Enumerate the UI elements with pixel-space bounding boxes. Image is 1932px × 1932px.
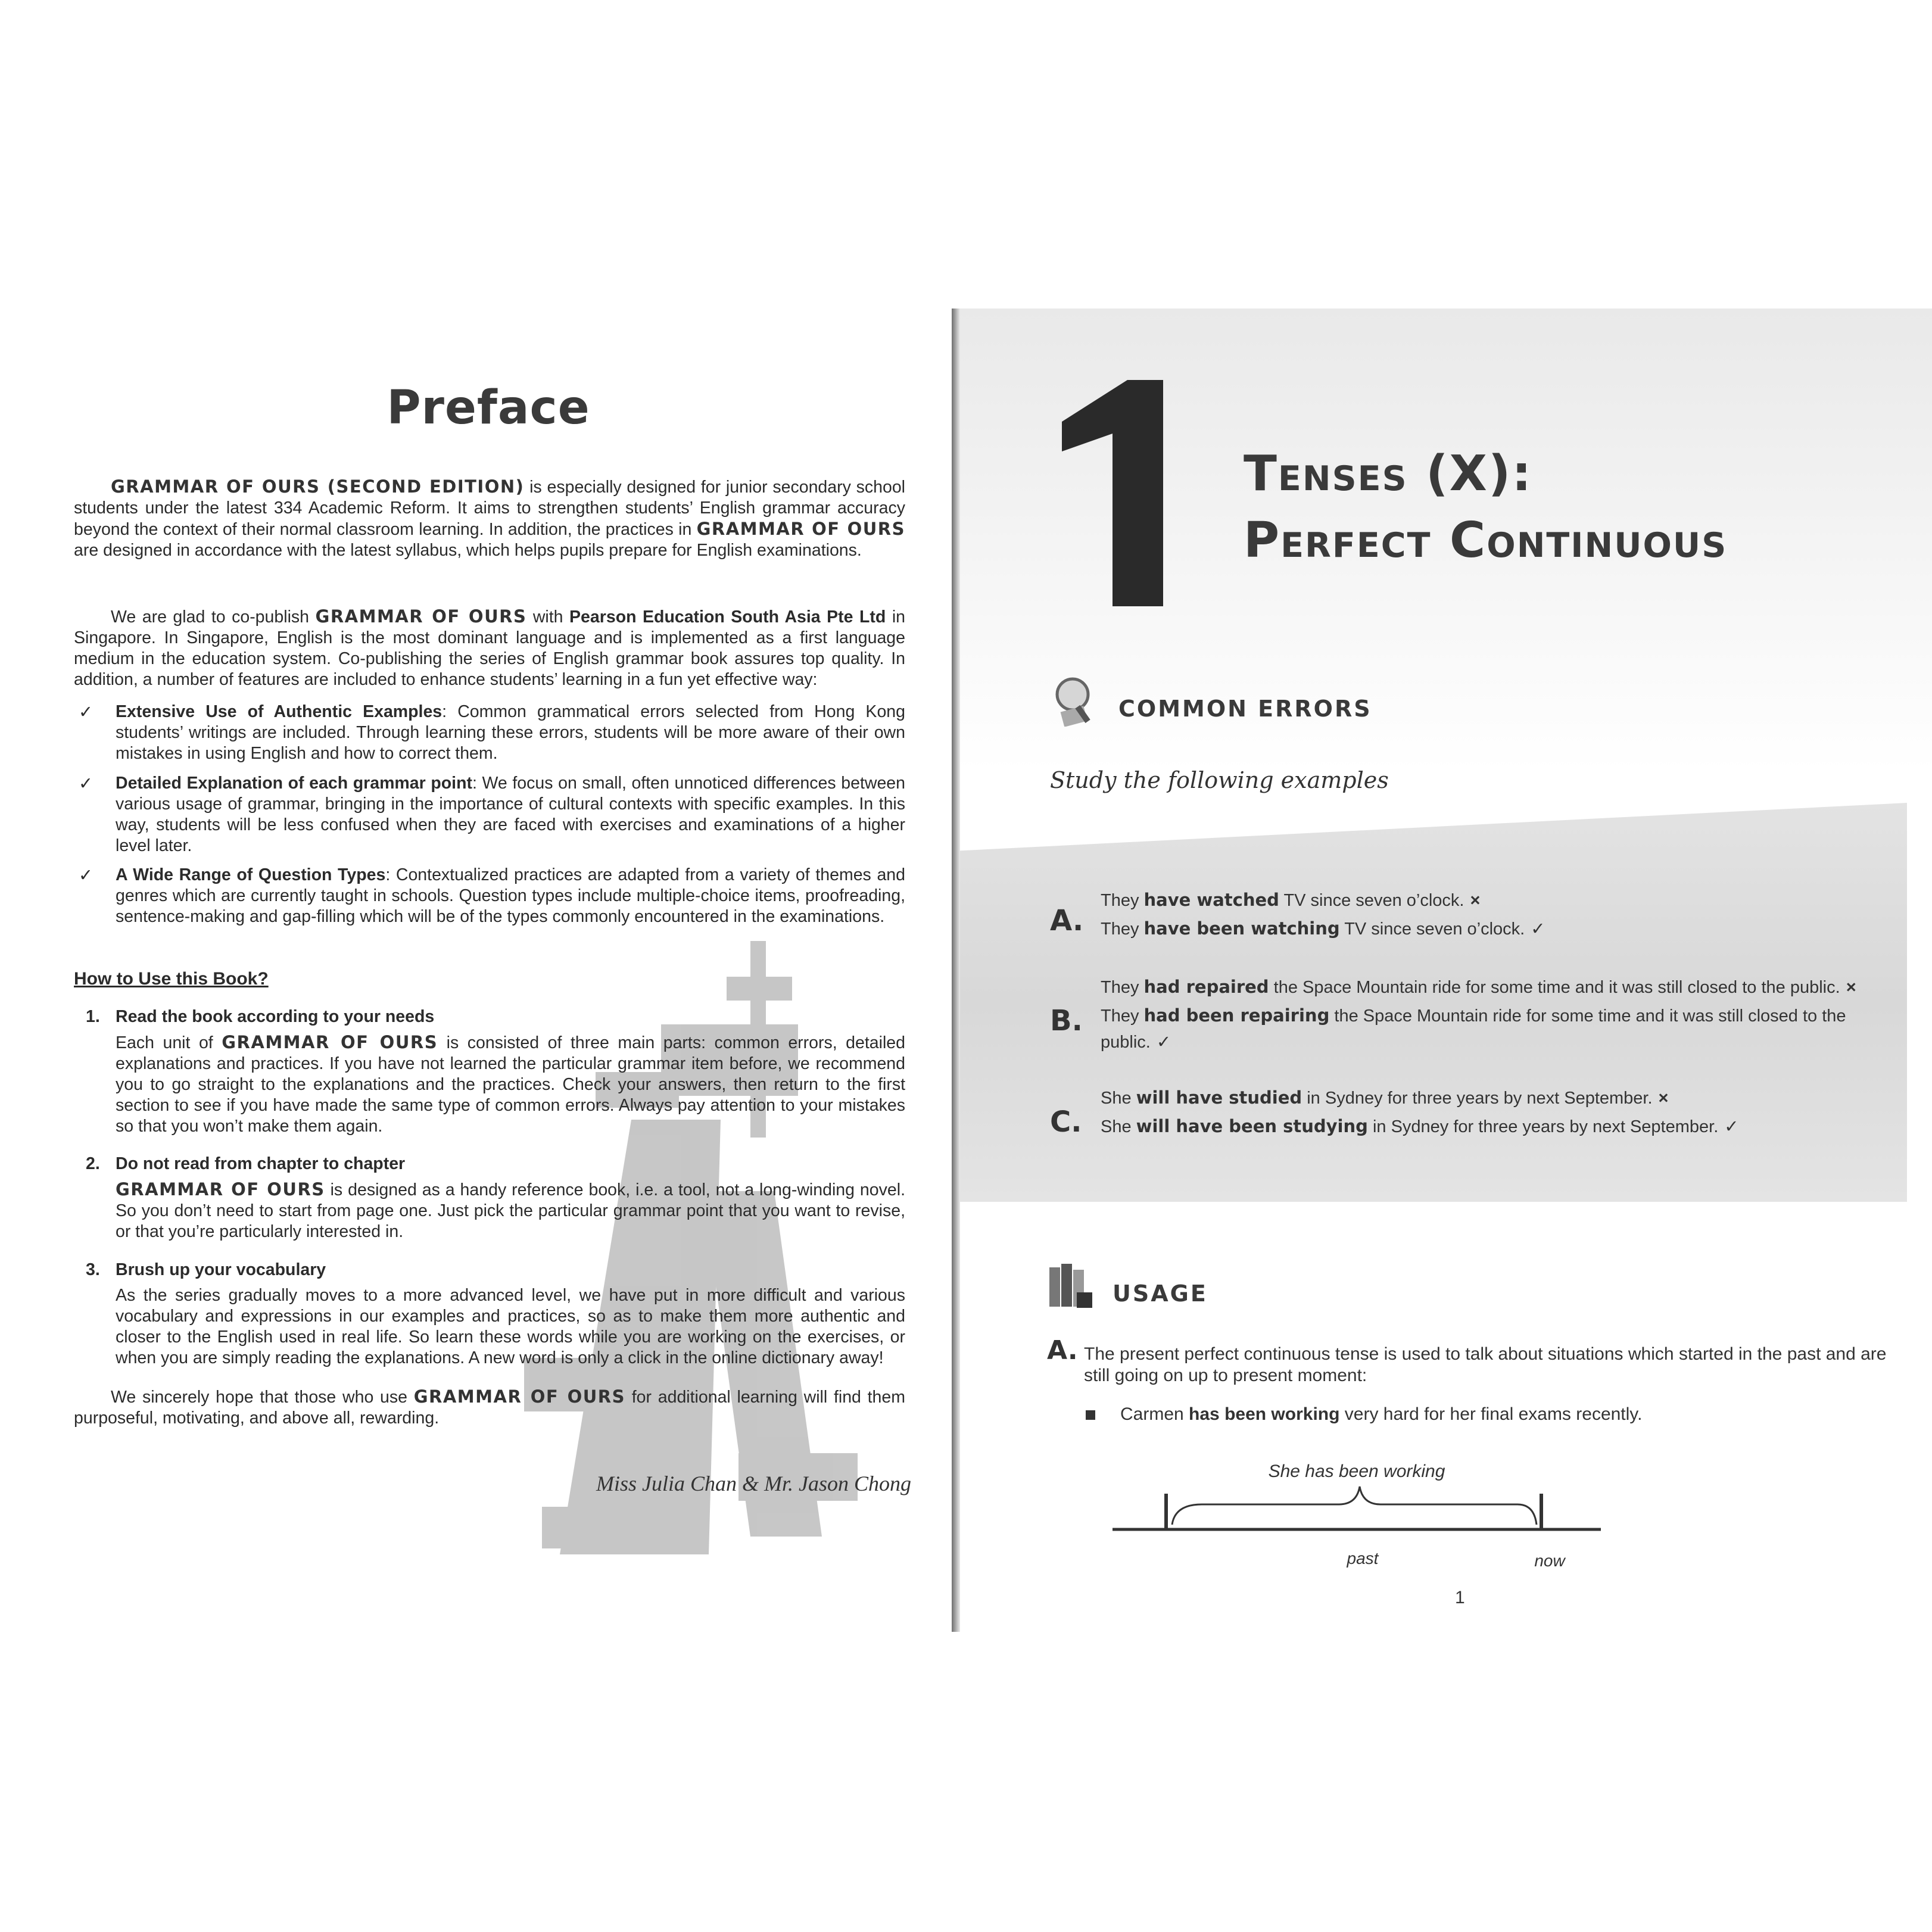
text: have been watching bbox=[1143, 918, 1340, 939]
book-name: GRAMMAR OF OURS bbox=[222, 1032, 438, 1052]
timeline-now-label: now bbox=[1534, 1551, 1565, 1570]
check-icon: ✓ bbox=[1531, 918, 1545, 939]
book-name: GRAMMAR OF OURS bbox=[413, 1386, 626, 1407]
chapter-number-graphic bbox=[1056, 380, 1169, 606]
example-wrong bbox=[1101, 1084, 1668, 1112]
text: in Sydney for three years by next September. bbox=[1367, 1117, 1719, 1136]
preface-title: Preface bbox=[387, 381, 590, 435]
page-number: 1 bbox=[1455, 1588, 1465, 1607]
publisher-name: Pearson Education South Asia Pte Ltd bbox=[569, 607, 886, 627]
feature-title: Extensive Use of Authentic Examples bbox=[116, 702, 443, 721]
preface-paragraph-2 bbox=[74, 606, 905, 690]
step-body bbox=[116, 1032, 905, 1137]
book-name: GRAMMAR OF OURS bbox=[315, 606, 527, 627]
how-to-heading: How to Use this Book? bbox=[74, 969, 269, 989]
check-icon: ✓ bbox=[1724, 1116, 1739, 1136]
example-letter: B. bbox=[1050, 1004, 1083, 1037]
example-letter: C. bbox=[1050, 1105, 1082, 1139]
text: is especially designed for junior secondary school students under the latest 334 Academic Reform. It aims to strengthen students’ English grammar accuracy beyond the context of their normal classroom learning. In addition, the practices in bbox=[74, 478, 906, 539]
preface-closing bbox=[74, 1386, 905, 1429]
timeline-brace bbox=[1172, 1487, 1537, 1525]
usage-heading: USAGE bbox=[1113, 1280, 1208, 1307]
book-name: GRAMMAR OF OURS bbox=[116, 1179, 325, 1199]
text: TV since seven o’clock. bbox=[1279, 891, 1464, 910]
text: is consisted of three main parts: common errors, detailed explanations and practices. If you have not learned the particular grammar item before, we recommend you to go straight to the explanations and the practices. Check your answers, then return to the first section to see if you have made the same type of common errors. Always pay attention to your mistakes so that you won’t make them again. bbox=[116, 1033, 906, 1136]
study-instruction: Study the following examples bbox=[1050, 767, 1389, 793]
text: in Singapore. In Singapore, English is the most dominant language and is implemented as a first language medium in the education system. Co-publishing the series of English grammar book assures top quality. In addition, a number of features are included to enhance students’ learning in a fun yet effective way: bbox=[74, 607, 906, 689]
check-icon: ✓ bbox=[79, 774, 93, 793]
text: has been working bbox=[1189, 1404, 1340, 1424]
step-heading: Do not read from chapter to chapter bbox=[116, 1154, 406, 1173]
book-spine bbox=[952, 309, 960, 1632]
example-correct bbox=[1101, 1113, 1739, 1140]
left-page bbox=[66, 0, 911, 1932]
timeline-diagram bbox=[1113, 1452, 1625, 1571]
text: with bbox=[526, 607, 570, 627]
text: They bbox=[1101, 978, 1144, 997]
example-correct bbox=[1101, 1002, 1846, 1030]
text: the Space Mountain ride for some time and it was still closed to the public. bbox=[1269, 978, 1840, 997]
example-correct bbox=[1101, 915, 1545, 943]
text: will have studied bbox=[1136, 1087, 1302, 1108]
right-page bbox=[952, 309, 1932, 1632]
example-wrong bbox=[1101, 886, 1480, 914]
usage-rule bbox=[1047, 1335, 1899, 1386]
step-item bbox=[74, 1260, 905, 1369]
text: the Space Mountain ride for some time and it was still closed to the bbox=[1329, 1006, 1846, 1026]
common-errors-heading: COMMON ERRORS bbox=[1118, 696, 1372, 722]
preface-paragraph-1 bbox=[74, 476, 905, 561]
feature-title: A Wide Range of Question Types bbox=[116, 865, 386, 884]
book-name: GRAMMAR OF OURS (SECOND EDITION) bbox=[111, 476, 525, 497]
text: TV since seven o’clock. bbox=[1339, 920, 1525, 939]
feature-item bbox=[74, 702, 905, 764]
text: public. bbox=[1101, 1033, 1151, 1052]
text: very hard for her final exams recently. bbox=[1339, 1404, 1643, 1424]
text: Each unit of bbox=[116, 1033, 222, 1052]
text: She bbox=[1101, 1117, 1136, 1136]
chapter-number: 1 bbox=[1133, 600, 1134, 601]
usage-letter: A. bbox=[1047, 1335, 1078, 1366]
cross-icon: × bbox=[1470, 891, 1481, 910]
text: for additional learning will find them purposeful, motivating, and above all, rewarding. bbox=[74, 1388, 905, 1428]
example-correct-continued bbox=[1101, 1028, 1171, 1056]
check-icon: ✓ bbox=[79, 865, 93, 885]
feature-text: : Common grammatical errors selected from Hong Kong students’ writings are included. Through learning these errors, students will be more aware of their own mistakes in using English and how to correct them. bbox=[116, 702, 905, 763]
books-icon bbox=[1047, 1261, 1095, 1311]
feature-text: : Contextualized practices are adapted from a variety of themes and genres which are currently taught in schools. Question types include multiple-choice items, proofreading, sentence-making and gap-filling which will be of the types commonly encountered in the examinations. bbox=[116, 865, 905, 926]
text: We are glad to co-publish bbox=[111, 607, 316, 627]
cross-icon: × bbox=[1846, 978, 1856, 997]
example-letter: A. bbox=[1050, 904, 1084, 937]
text: have watched bbox=[1143, 890, 1279, 910]
text: had repaired bbox=[1143, 977, 1269, 997]
step-number: 3. bbox=[86, 1260, 100, 1279]
step-heading: Brush up your vocabulary bbox=[116, 1260, 326, 1279]
step-body: As the series gradually moves to a more advanced level, we have put in more difficult and various vocabulary and expressions in our examples and practices, so as to make them more authentic and closer to the English used in real life. So learn these words while you are working on the exercises, or when you are simply reading the explanations. A new word is only a click in the online dictionary away! bbox=[116, 1286, 905, 1367]
step-number: 2. bbox=[86, 1154, 100, 1173]
feature-title: Detailed Explanation of each grammar point bbox=[116, 774, 472, 793]
text: They bbox=[1101, 891, 1144, 910]
step-number: 1. bbox=[86, 1007, 100, 1026]
step-item bbox=[74, 1006, 905, 1137]
feature-text: : We focus on small, often unnoticed differences between various usage of grammar, bringing in the importance of cultural contexts with specific examples. In this way, students will be less confused when they are faced with exercises and examinations of a higher level later. bbox=[116, 774, 905, 855]
text: are designed in accordance with the latest syllabus, which helps pupils prepare for English examinations. bbox=[74, 541, 862, 560]
text: She bbox=[1101, 1089, 1136, 1108]
timeline-past-label: past bbox=[1347, 1549, 1379, 1568]
signature: Miss Julia Chan & Mr. Jason Chong bbox=[596, 1472, 911, 1495]
chapter-title-line-2: Perfect Continuous bbox=[1244, 512, 1728, 569]
usage-example bbox=[1086, 1404, 1642, 1425]
text: They bbox=[1101, 920, 1144, 939]
timeline-label: She has been working bbox=[1268, 1462, 1445, 1481]
chapter-title bbox=[1244, 441, 1727, 574]
text: is designed as a handy reference book, i.e. a tool, not a long-winding novel. So you don’t need to start from page one. Just pick the particular grammar point that you want to revise, or that you’re particularly interested in. bbox=[116, 1180, 905, 1241]
step-body bbox=[116, 1179, 905, 1242]
text: They bbox=[1101, 1006, 1144, 1026]
text: We sincerely hope that those who use bbox=[111, 1388, 414, 1407]
text: had been repairing bbox=[1143, 1005, 1330, 1026]
cross-icon: × bbox=[1658, 1089, 1669, 1108]
check-icon: ✓ bbox=[1156, 1032, 1171, 1052]
text: will have been studying bbox=[1136, 1116, 1368, 1136]
chapter-title-line-1: Tenses (X): bbox=[1244, 445, 1533, 502]
step-heading: Read the book according to your needs bbox=[116, 1007, 435, 1026]
bullet-square-icon bbox=[1086, 1410, 1095, 1420]
usage-text: The present perfect continuous tense is used to talk about situations which started in the past and are still going on up to present moment: bbox=[1084, 1344, 1887, 1385]
text: Carmen bbox=[1120, 1404, 1189, 1424]
feature-item bbox=[74, 773, 905, 856]
step-item bbox=[74, 1154, 905, 1242]
magnifier-icon bbox=[1050, 673, 1098, 727]
feature-item bbox=[74, 865, 905, 927]
check-icon: ✓ bbox=[79, 702, 93, 722]
text: in Sydney for three years by next September. bbox=[1302, 1089, 1653, 1108]
book-name: GRAMMAR OF OURS bbox=[696, 519, 905, 539]
example-wrong bbox=[1101, 973, 1856, 1001]
